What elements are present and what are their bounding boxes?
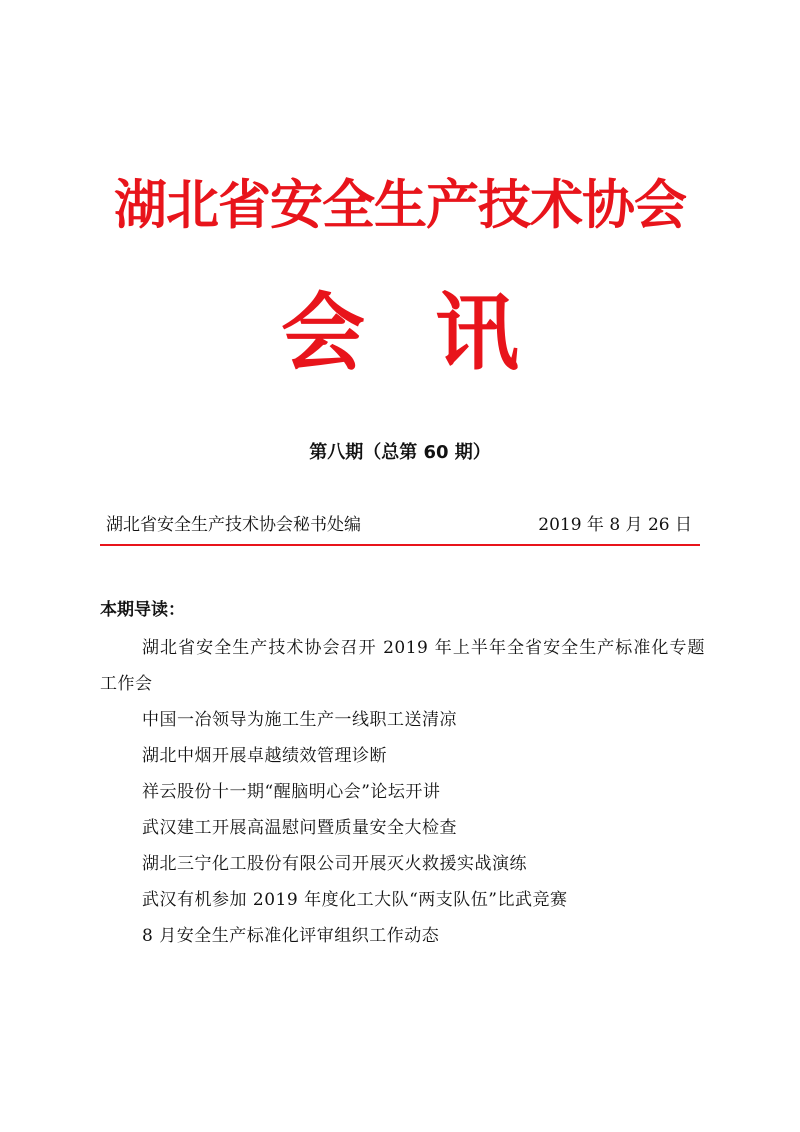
contents-heading: 本期导读： — [100, 600, 185, 620]
publication-title-char-2: 讯 — [435, 284, 520, 382]
contents-item: 武汉有机参加 2019 年度化工大队“两支队伍”比武竞赛 — [142, 890, 568, 910]
editor-line: 湖北省安全生产技术协会秘书处编 — [106, 515, 361, 535]
issue-number: 第八期（总第 60 期） — [309, 442, 491, 463]
publication-title-char-1: 会 — [280, 284, 365, 382]
publication-title — [0, 283, 800, 383]
contents-item: 祥云股份十一期“醒脑明心会”论坛开讲 — [142, 782, 441, 802]
contents-list — [100, 630, 705, 954]
issue-date: 2019 年 8 月 26 日 — [538, 515, 692, 535]
contents-item: 中国一冶领导为施工生产一线职工送清凉 — [142, 710, 457, 730]
contents-item: 武汉建工开展高温慰问暨质量安全大检查 — [142, 818, 457, 838]
contents-item: 湖北中烟开展卓越绩效管理诊断 — [142, 746, 387, 766]
contents-item: 湖北三宁化工股份有限公司开展灭火救援实战演练 — [142, 854, 527, 874]
red-divider — [100, 544, 700, 546]
organization-title: 湖北省安全生产技术协会 — [114, 174, 686, 236]
contents-item: 湖北省安全生产技术协会召开 2019 年上半年全省安全生产标准化专题工作会 — [100, 638, 705, 694]
contents-item: 8 月安全生产标准化评审组织工作动态 — [142, 926, 440, 946]
